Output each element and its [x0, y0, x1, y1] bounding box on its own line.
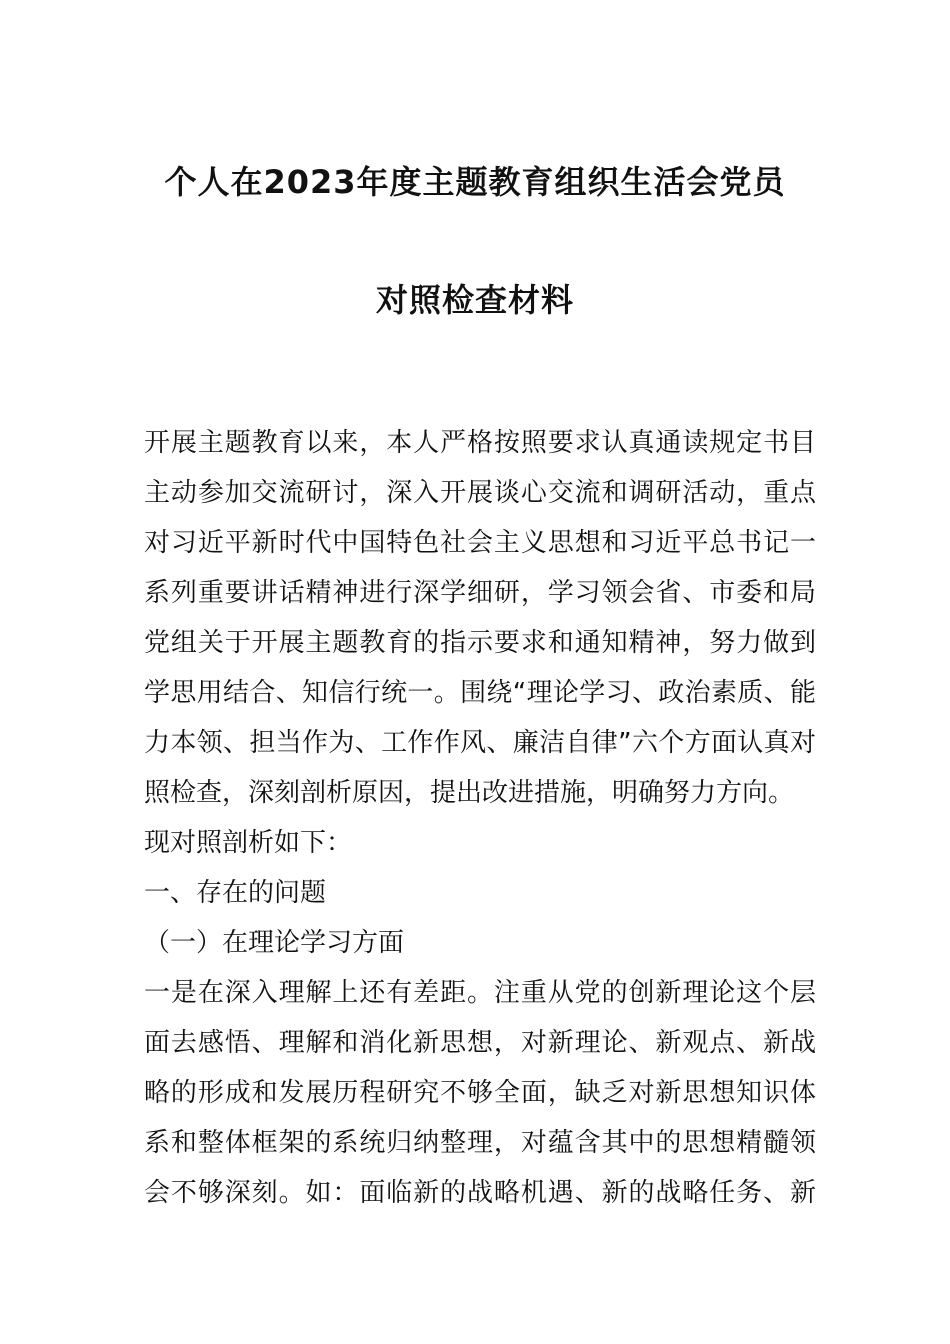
body-line: 略的形成和发展历程研究不够全面，缺乏对新思想知识体	[144, 1078, 816, 1108]
body-line: 开展主题教育以来，本人严格按照要求认真通读规定书目	[144, 428, 816, 458]
body-line: 面去感悟、理解和消化新思想，对新理论、新观点、新战	[144, 1028, 816, 1058]
document-body	[144, 418, 816, 1218]
body-line: 主动参加交流研讨，深入开展谈心交流和调研活动，重点	[144, 478, 816, 508]
body-line: 现对照剖析如下：	[144, 828, 353, 858]
document-title-line-1: 个人在2023年度主题教育组织生活会党员	[164, 163, 786, 201]
body-line: 对习近平新时代中国特色社会主义思想和习近平总书记一	[144, 528, 816, 558]
subsection-heading: （一）在理论学习方面	[144, 928, 405, 958]
body-line: 党组关于开展主题教育的指示要求和通知精神，努力做到	[144, 628, 816, 658]
document-title-line-2: 对照检查材料	[375, 281, 574, 319]
body-line: 一是在深入理解上还有差距。注重从党的创新理论这个层	[144, 978, 816, 1008]
body-line: 学思用结合、知信行统一。围绕“理论学习、政治素质、能	[144, 678, 816, 708]
body-line: 力本领、担当作为、工作作风、廉洁自律”六个方面认真对	[144, 728, 816, 758]
body-line: 会不够深刻。如：面临新的战略机遇、新的战略任务、新	[144, 1178, 816, 1208]
section-heading: 一、存在的问题	[144, 878, 327, 908]
body-line: 照检查，深刻剖析原因，提出改进措施，明确努力方向。	[144, 778, 795, 808]
body-line: 系列重要讲话精神进行深学细研，学习领会省、市委和局	[144, 578, 816, 608]
body-line: 系和整体框架的系统归纳整理，对蕴含其中的思想精髓领	[144, 1128, 816, 1158]
